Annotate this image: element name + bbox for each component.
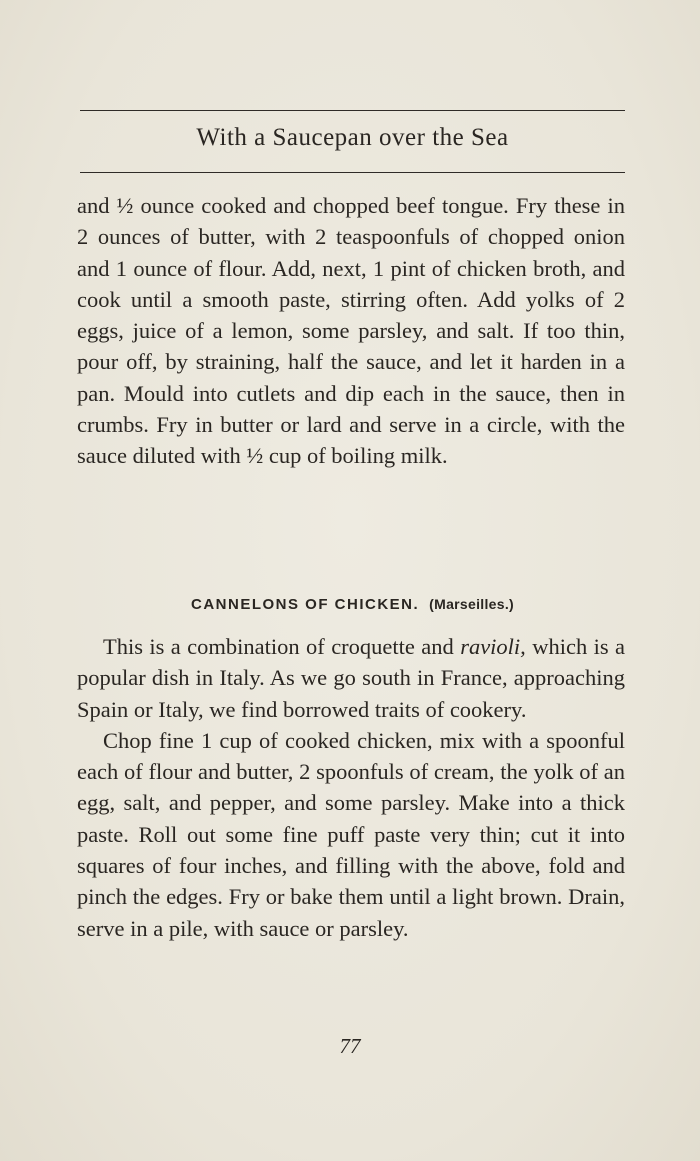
- section-heading: [80, 596, 625, 613]
- section-body: [77, 631, 625, 944]
- page-number: 77: [339, 1034, 361, 1058]
- italic-term: ravioli,: [460, 634, 526, 659]
- section-place: (Marseilles.): [429, 596, 514, 612]
- section-title: CANNELONS OF CHICKEN.: [191, 596, 420, 613]
- continuation-paragraph: and ½ ounce cooked and chopped beef tongue. Fry these in 2 ounces of butter, with 2 teaspoonfuls of chopped onion and 1 ounce of flour. Add, next, 1 pint of chicken broth, and cook until a smooth paste, stirring often. Add yolks of 2 eggs, juice of a lemon, some parsley, and salt. If too thin, pour off, by straining, half the sauce, and let it harden in a pan. Mould into cutlets and dip each in the sauce, then in crumbs. Fry in butter or lard and serve in a circle, with the sauce diluted with ½ cup of boiling milk.: [77, 193, 625, 469]
- header-rule-bottom: [80, 172, 625, 173]
- header-rule-top: [80, 110, 625, 111]
- recipe-continuation: [77, 190, 625, 472]
- section-paragraph-2: Chop fine 1 cup of cooked chicken, mix with a spoonful each of flour and butter, 2 spoonfuls of cream, the yolk of an egg, salt, and pepper, and some parsley. Make into a thick paste. Roll out some fine puff paste very thin; cut it into squares of four inches, and filling with the above, fold and pinch the edges. Fry or bake them until a light brown. Drain, serve in a pile, with sauce or parsley.: [77, 727, 625, 941]
- running-head: With a Saucepan over the Sea: [196, 124, 509, 151]
- section-paragraph-1: [77, 631, 625, 725]
- paragraph-text-start: This is a combination of croquette and: [103, 634, 461, 659]
- paragraph-text-end: which is a popular dish in Italy. As we go south in France, approaching Spain or Italy, we find borrowed traits of cookery.: [77, 634, 625, 722]
